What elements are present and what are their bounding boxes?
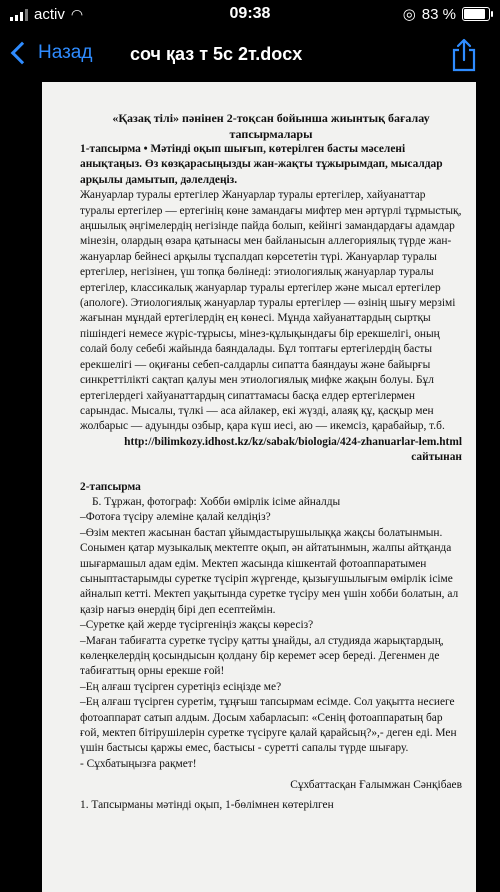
wifi-icon: ◠ bbox=[70, 6, 84, 22]
share-icon[interactable] bbox=[450, 38, 478, 72]
task1-text: Жануарлар туралы ертегілер Жануарлар туралы ертегілер, хайуанаттар туралы ертегілер — ертегінің көне замандағы мифтер мен әртүрлі тұрмыстық, аңшылық әңгімелердің негізінде пайда болып, кейінгі замандардағы адамдар мінезін, олардың өзара қатынасы мен байланысын аллегориялық түрде жан-жануарлар бейнесі арқылы тұспалдап көрсететін түрі. Жануарлар туралы ертегілер, негізінен, үш топқа бөлінеді: этиологиялық жануарлар туралы ертегілер, классикалық жануарлар туралы ертегілер және мысал ертегілер (апологе). Этиологиялық жануарлар туралы ертегілер — өзінің шығу мерзімі жағынан мұндай ертегілердің ең көнесі. Мұнда хайуанаттардың сыртқы пішіндегі немесе жүріс-тұрысы, мінез-құлықындағы бір ерекшелігі, оның солай болу себебі жайында баяндалады. Бұл топтағы ертегілердің басты ерекшелігі — оқиғаны себеп-салдарлы сипатта баяндауы және байырғы синкреттілікті сақтап қалуы мен этиологиялық мифке жақын болуы. Бұл ертегілердегі хайуанаттардың сипаттамасы басқа елдер ертегілермен сарындас. Мысалы, түлкі — аса айлакер, екі жүзді, алаяқ құ, қасқыр мен жолбарыс — адуынды озбыр, қара күш иесі, аю — икемсіз, қарабайыр, т.б. bbox=[80, 189, 462, 433]
back-label: Назад bbox=[38, 42, 93, 63]
battery-icon bbox=[462, 7, 490, 21]
doc-heading: «Қазақ тілі» пәнінен 2-тоқсан бойынша жиынтық бағалау тапсырмалары bbox=[112, 111, 430, 141]
status-right bbox=[403, 5, 490, 23]
task2-line: –Ең алғаш түсірген суретім, тұңғыш тапсырмам есімде. Сол уақытта несиеге фотоаппарат сатып алдым. Досым хабарласып: «Сенің фотоаппаратың бар ғой, мектеп бітірушілерін суретке түсіруге қалай қарайсың?»,- деген еді. Мен үшін бастысы қаржы емес, бастысы - суретті сапалы түрде шығару. bbox=[80, 696, 457, 755]
task2-line: –Маған табиғатта суретке түсіру қатты ұнайды, ал студияда жарықтардың, көлеңкелердің қосындысын қолдану бір керемет әсер береді. Дегенмен де табиғаттың орны ерекше ғой! bbox=[80, 634, 444, 678]
alarm-icon: ◎ bbox=[402, 6, 416, 23]
task2-line: –Ең алғаш түсірген суретіңіз есіңізде ме? bbox=[80, 680, 282, 693]
task2-line: - Сұхбатыңызға рақмет! bbox=[80, 757, 197, 770]
document-content bbox=[80, 110, 462, 813]
navigation-bar bbox=[0, 30, 500, 82]
status-bar bbox=[0, 0, 500, 30]
task2-line: –Суретке қай жерде түсіргеніңіз жақсы көресіз? bbox=[80, 619, 314, 632]
task1-heading: 1-тапсырма • Мәтінді оқып шығып, көтерілген басты мәселені анықтаңыз. Өз көзқарасыңызды жан-жақты тұжырымдап, мысалдар арқылы дамытып, дәлелдеңіз. bbox=[80, 143, 443, 186]
status-time: 09:38 bbox=[229, 5, 271, 22]
document-page[interactable] bbox=[42, 82, 476, 892]
task2-heading: 2-тапсырма bbox=[80, 480, 141, 493]
task2-line: –Фотоға түсіру әлеміне қалай келдіңіз? bbox=[80, 511, 271, 524]
task2-line: –Өзім мектеп жасынан бастап ұйымдастырушылыққа жақсы болатынмын. Сонымен қатар музыкалық мектепте оқып, ән айтатынмын, жалпы айтқанда шығармашыл адам едім. Мектеп жасында кішкентай фотоаппаратымен сыныптастарымды суретке түсіріп жүргенде, қызығушылығым өмірлік ісіме айналып кетті. Мектеп уақытында суретке түсіру мен үшін хобби болатын, ал қазір нағыз өнердің бірі деп есептеймін. bbox=[80, 526, 459, 616]
task2-line: Б. Тұржан, фотограф: Хобби өмірлік ісіме айналды bbox=[92, 495, 341, 508]
document-title: соч қаз т 5с 2т.docx bbox=[130, 44, 303, 64]
back-button[interactable] bbox=[8, 42, 92, 64]
carrier-label: activ bbox=[34, 6, 65, 23]
battery-percent: 83 % bbox=[421, 5, 456, 23]
chevron-left-icon bbox=[11, 42, 34, 65]
task1-source: http://bilimkozy.idhost.kz/kz/sabak/biologia/424-zhanuarlar-lem.html сайтынан bbox=[124, 435, 462, 464]
signature: Сұхбаттасқан Ғалымжан Сәнқібаев bbox=[290, 779, 462, 792]
cut-off-line: 1. Тапсырманы мәтінді оқып, 1-бөлімнен көтерілген bbox=[80, 798, 334, 811]
